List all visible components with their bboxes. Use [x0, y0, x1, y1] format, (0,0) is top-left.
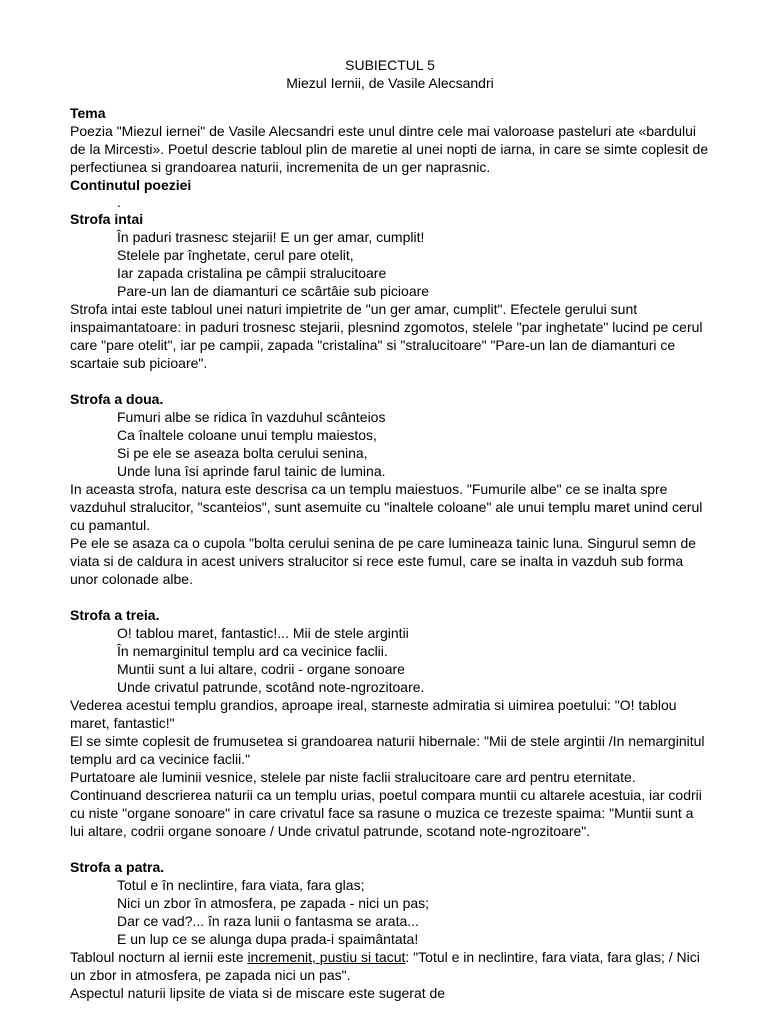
verse-line: Iar zapada cristalina pe câmpii stralucitoare [117, 265, 387, 281]
verse-line: Pare-un lan de diamanturi ce scârtâie sub picioare [117, 283, 430, 299]
verse-line: Muntii sunt a lui altare, codrii - organe sonoare [117, 661, 405, 677]
strofa-1-commentary: Strofa intai este tabloul unei naturi impietrite de "un ger amar, cumplit". Efectele gerului sunt inspaimantatoare: in paduri trosnesc stejarii, plesnind zgomotos, stelele "par inghetate" lucind pe cerul care "pare otelit", iar pe campii, zapada "cristalina" si "stralucitoare" "Pare-un lan de diamanturi ce scartaie sub picioare". [70, 301, 703, 371]
verse-line: Ca înaltele coloane unui templu maiestos, [117, 427, 377, 443]
section-heading-strofa-1: Strofa intai [70, 211, 144, 227]
spacer [70, 92, 710, 104]
section-heading-continut: Continutul poeziei [70, 177, 192, 193]
verse-line: Fumuri albe se ridica în vazduhul scânteios [117, 409, 386, 425]
verse-line: Stelele par înghetate, cerul pare otelit, [117, 247, 354, 263]
commentary-text: : "Totul e in neclintire, fara viata, fara glas; / Nici un zbor in atmosfera, pe zapada nici un pas". [70, 949, 700, 983]
verse-line: În nemarginitul templu ard ca vecinice faclii. [117, 643, 388, 659]
section-heading-strofa-4: Strofa a patra. [70, 859, 165, 875]
strofa-3-commentary: El se simte coplesit de frumusetea si grandoarea naturii hibernale: "Mii de stele argintii /In nemarginitul templu ard ca vecinice faclii." [70, 733, 705, 767]
verse-line: Totul e în neclintire, fara viata, fara glas; [117, 877, 365, 893]
tema-paragraph: Poezia "Miezul iernei" de Vasile Alecsandri este unul dintre cele mai valoroase pasteluri ate «bardului de la Mircesti». Poetul descrie tabloul plin de maretie al unei nopti de iarna, in care se simte coplesit de perfectiunea si grandoarea naturii, incremenita de un ger naprasnic. [70, 123, 709, 175]
spacer [70, 372, 710, 390]
document-page [70, 56, 710, 1002]
strofa-2-commentary: Pe ele se asaza ca o cupola "bolta cerului senina de pe care lumineaza tainic luna. Singurul semn de viata si de caldura in acest univers stralucitor si rece este fumul, care se inalta in vazduh sub forma unor colonade albe. [70, 535, 697, 587]
verse-line: O! tablou maret, fantastic!... Mii de stele argintii [117, 625, 409, 641]
verse-line: În paduri trasnesc stejarii! E un ger amar, cumplit! [117, 229, 425, 245]
underlined-phrase: incremenit, pustiu si tacut [247, 949, 406, 965]
section-heading-tema: Tema [70, 105, 106, 121]
spacer [70, 588, 710, 606]
verse-line: Si pe ele se aseaza bolta cerului senina, [117, 445, 368, 461]
document-title: SUBIECTUL 5 [345, 57, 435, 73]
strofa-4-commentary: Aspectul naturii lipsite de viata si de miscare este sugerat de [70, 985, 446, 1001]
section-heading-strofa-2: Strofa a doua. [70, 391, 164, 407]
strofa-3-commentary: Purtatoare ale luminii vesnice, stelele par niste faclii stralucitoare care ard pentru eternitate. Continuand descrierea naturii ca un templu urias, poetul compara muntii cu altarele acestuia, iar codrii cu niste "organe sonoare" in care crivatul face sa rasune o muzica ce trezeste spaima: "Muntii sunt a lui altare, codrii organe sonoare / Unde crivatul patrunde, scotand note-ngrozitoare". [70, 769, 702, 839]
strofa-3-commentary: Vederea acestui templu grandios, aproape ireal, starneste admiratia si uimirea poetului: "O! tablou maret, fantastic!" [70, 697, 677, 731]
spacer [70, 840, 710, 858]
strofa-4-commentary [70, 948, 710, 984]
verse-line: Dar ce vad?... în raza lunii o fantasma se arata... [117, 913, 419, 929]
section-heading-strofa-3: Strofa a treia. [70, 607, 160, 623]
continut-dot: . [117, 194, 121, 210]
commentary-text: Tabloul nocturn al iernii este [70, 949, 248, 965]
document-subtitle: Miezul Iernii, de Vasile Alecsandri [286, 75, 494, 91]
verse-line: Nici un zbor în atmosfera, pe zapada - nici un pas; [117, 895, 430, 911]
verse-line: Unde crivatul patrunde, scotând note-ngrozitoare. [117, 679, 425, 695]
strofa-2-commentary: In aceasta strofa, natura este descrisa ca un templu maiestuos. "Fumurile albe" ce se inalta spre vazduhul stralucitor, "scanteios", sunt asemuite cu "inaltele coloane" ale unui templu maret unind cerul cu pamantul. [70, 481, 703, 533]
verse-line: Unde luna îsi aprinde farul tainic de lumina. [117, 463, 386, 479]
verse-line: E un lup ce se alunga dupa prada-i spaimântata! [117, 931, 419, 947]
